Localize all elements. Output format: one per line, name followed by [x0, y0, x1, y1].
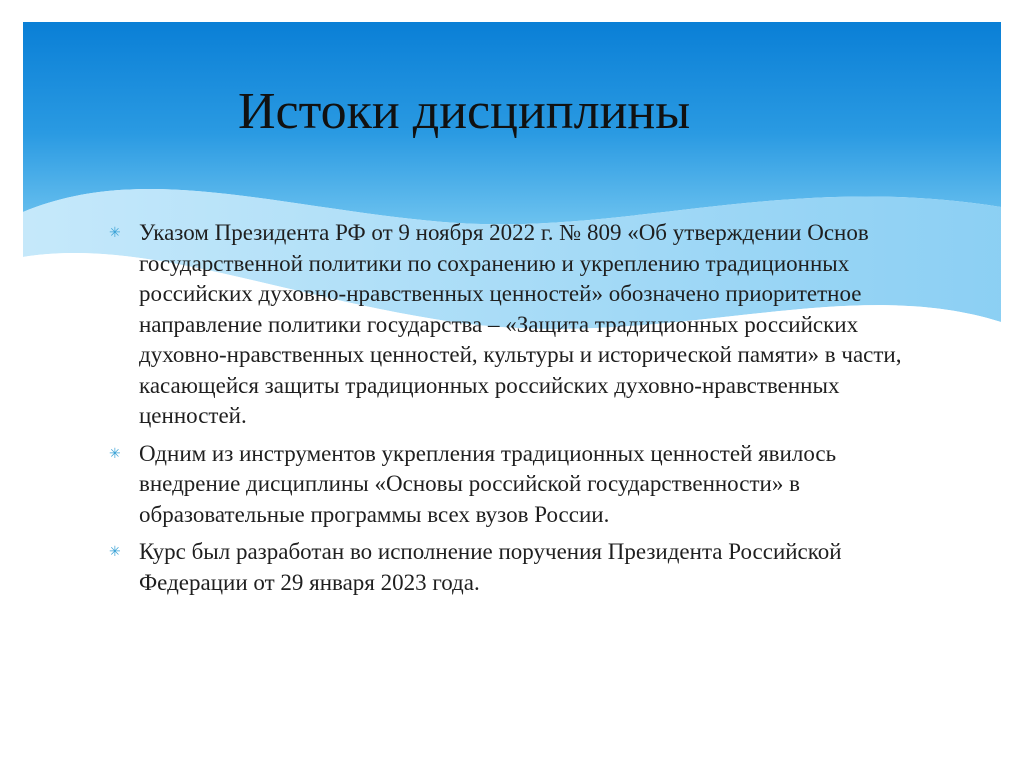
- slide-title: Истоки дисциплины: [238, 83, 691, 140]
- list-item: [103, 537, 903, 598]
- list-item: [103, 218, 903, 432]
- slide: [23, 22, 1001, 746]
- bullet-text: Курс был разработан во исполнение поручения Президента Российской Федерации от 29 января 2023 года.: [139, 539, 842, 595]
- bullet-text: Указом Президента РФ от 9 ноября 2022 г. № 809 «Об утверждении Основ государственной политики по сохранению и укреплению традиционных российских духовно-нравственных ценностей» обозначено приоритетное направление политики государства – «Защита традиционных российских духовно-нравственных ценностей, культуры и исторической памяти» в части, касающейся защиты традиционных российских духовно-нравственных ценностей.: [139, 220, 902, 428]
- list-item: [103, 439, 903, 531]
- asterisk-bullet-icon: ✳: [109, 226, 121, 241]
- bullet-text: Одним из инструментов укрепления традиционных ценностей явилось внедрение дисциплины «Основы российской государственности» в образовательные программы всех вузов России.: [139, 440, 837, 527]
- asterisk-bullet-icon: ✳: [109, 446, 121, 462]
- asterisk-bullet-icon: ✳: [109, 545, 121, 560]
- bullet-list: [103, 218, 903, 605]
